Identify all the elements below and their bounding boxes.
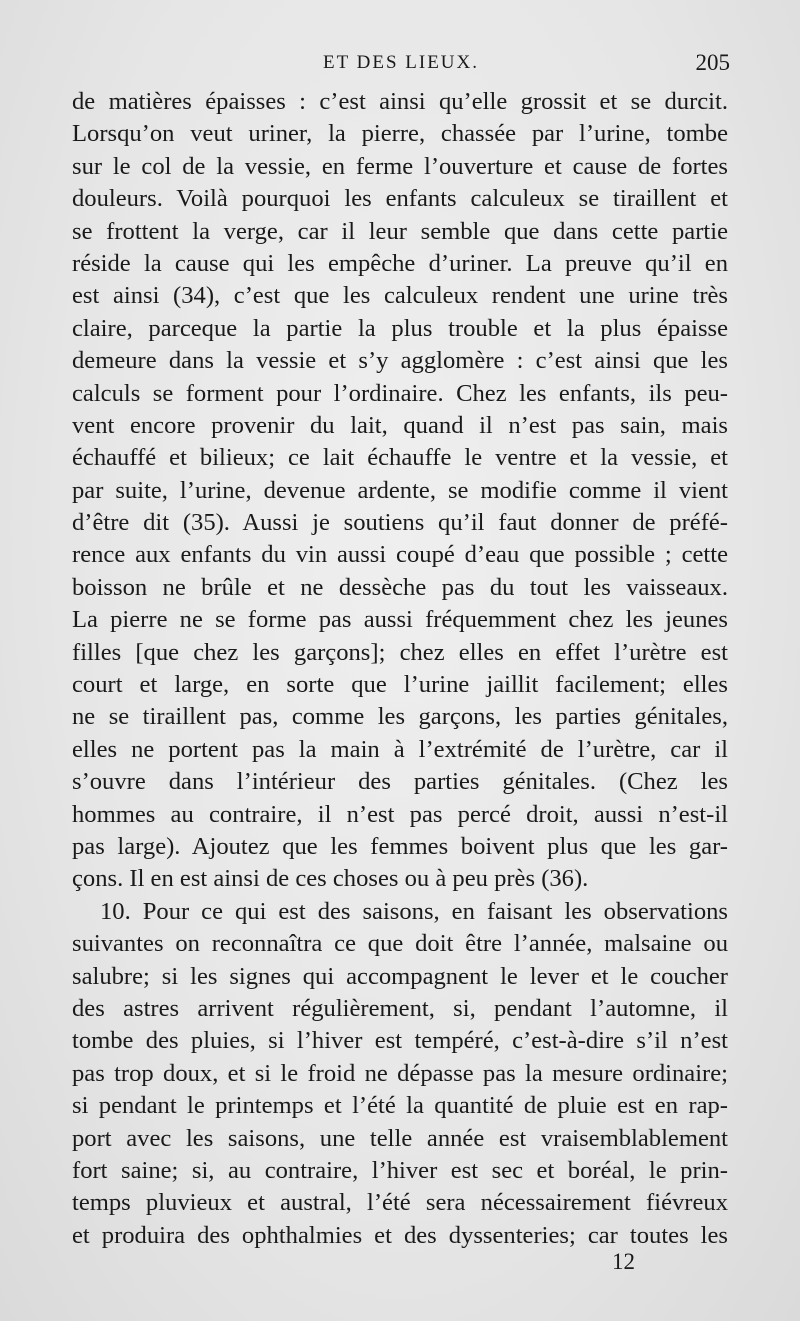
- text-line: vent encore provenir du lait, quand il n’est pas sain, mais: [72, 411, 728, 439]
- text-line: port avec les saisons, une telle année est vraisemblablement: [72, 1124, 728, 1152]
- text-line: si pendant le printemps et l’été la quantité de pluie est en rap-: [72, 1092, 728, 1120]
- text-line: Lorsqu’on veut uriner, la pierre, chassée par l’urine, tombe: [72, 120, 728, 148]
- text-line: filles [que chez les garçons]; chez elles en effet l’urètre est: [72, 638, 728, 666]
- text-line: calculs se forment pour l’ordinaire. Chez les enfants, ils peu-: [72, 379, 728, 407]
- text-line: La pierre ne se forme pas aussi fréquemment chez les jeunes: [72, 606, 728, 634]
- text-line: sur le col de la vessie, en ferme l’ouverture et cause de fortes: [72, 152, 728, 180]
- page-number: 205: [695, 50, 730, 75]
- text-line: claire, parceque la partie la plus trouble et la plus épaisse: [72, 314, 728, 342]
- text-line: ne se tiraillent pas, comme les garçons, les parties génitales,: [72, 703, 728, 731]
- text-line: échauffé et bilieux; ce lait échauffe le ventre et la vessie, et: [72, 444, 728, 472]
- text-line: elles ne portent pas la main à l’extrémité de l’urètre, car il: [72, 735, 728, 763]
- text-line: douleurs. Voilà pourquoi les enfants calculeux se tiraillent et: [72, 185, 728, 213]
- text-line: temps pluvieux et austral, l’été sera nécessairement fiévreux: [72, 1189, 728, 1217]
- text-line: de matières épaisses : c’est ainsi qu’elle grossit et se durcit.: [72, 88, 728, 115]
- text-line: çons. Il en est ainsi de ces choses ou à peu près (36).: [72, 865, 589, 893]
- text-line: suivantes on reconnaîtra ce que doit être l’année, malsaine ou: [72, 930, 728, 958]
- text-line: boisson ne brûle et ne dessèche pas du tout les vaisseaux.: [72, 573, 728, 601]
- paragraph-start-line: 10. Pour ce qui est des saisons, en faisant les observations: [100, 897, 728, 925]
- text-line: hommes au contraire, il n’est pas percé droit, aussi n’est-il: [72, 800, 728, 828]
- text-line: par suite, l’urine, devenue ardente, se modifie comme il vient: [72, 476, 728, 504]
- text-line: fort saine; si, au contraire, l’hiver est sec et boréal, le prin-: [72, 1156, 728, 1184]
- text-line: réside la cause qui les empêche d’uriner. La preuve qu’il en: [72, 249, 728, 277]
- text-line: se frottent la verge, car il leur semble que dans cette partie: [72, 217, 728, 245]
- signature-mark: 12: [612, 1249, 635, 1274]
- text-line: d’être dit (35). Aussi je soutiens qu’il faut donner de préfé-: [72, 509, 728, 537]
- body-text: [72, 86, 728, 1252]
- text-line: tombe des pluies, si l’hiver est tempéré, c’est-à-dire s’il n’est: [72, 1027, 728, 1055]
- page-header: [72, 47, 730, 79]
- text-line: demeure dans la vessie et s’y agglomère : c’est ainsi que les: [72, 347, 728, 375]
- running-head: ET DES LIEUX.: [323, 52, 479, 73]
- text-line: salubre; si les signes qui accompagnent le lever et le coucher: [72, 962, 728, 990]
- text-line: court et large, en sorte que l’urine jaillit facilement; elles: [72, 671, 728, 699]
- text-line: est ainsi (34), c’est que les calculeux rendent une urine très: [72, 282, 728, 310]
- text-line: pas large). Ajoutez que les femmes boivent plus que les gar-: [72, 832, 728, 860]
- text-line: rence aux enfants du vin aussi coupé d’eau que possible ; cette: [72, 541, 728, 569]
- text-line: des astres arrivent régulièrement, si, pendant l’automne, il: [72, 994, 728, 1022]
- text-line: s’ouvre dans l’intérieur des parties génitales. (Chez les: [72, 768, 728, 796]
- text-line: pas trop doux, et si le froid ne dépasse pas la mesure ordinaire;: [72, 1059, 728, 1087]
- text-line: et produira des ophthalmies et des dyssenteries; car toutes les: [72, 1221, 728, 1249]
